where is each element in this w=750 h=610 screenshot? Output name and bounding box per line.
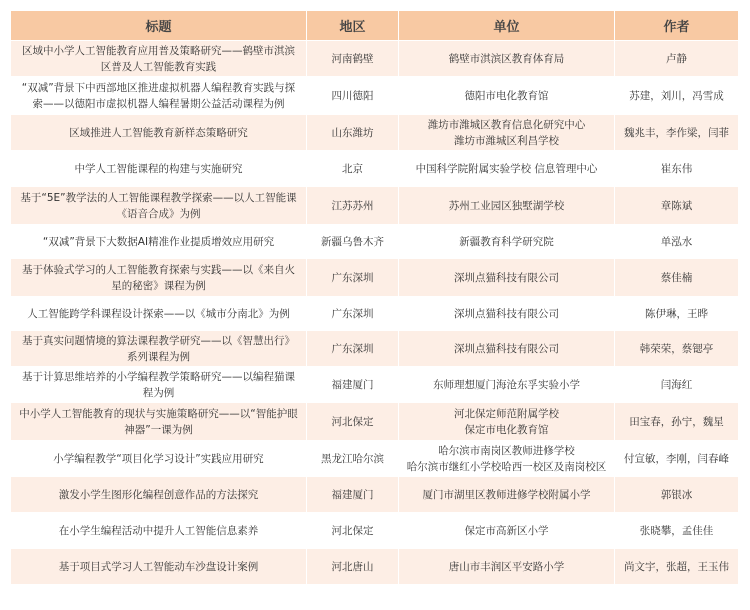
- paper-unit: [399, 331, 615, 367]
- table-row: [11, 297, 739, 331]
- table-body: [11, 41, 739, 585]
- unit-line: 深圳点猫科技有限公司: [454, 307, 559, 320]
- unit-line: 新疆教育科学研究院: [459, 235, 554, 248]
- paper-title: “双减”背景下大数据AI精准作业提质增效应用研究: [11, 225, 307, 259]
- unit-line: 潍坊市潍城区利昌学校: [454, 134, 559, 147]
- header-author: 作者: [615, 11, 739, 41]
- paper-region: 河北保定: [307, 513, 399, 549]
- paper-title: 区域中小学人工智能教育应用普及策略研究——鹤壁市淇滨区普及人工智能教育实践: [11, 41, 307, 77]
- paper-unit: [399, 77, 615, 115]
- paper-author: 崔东伟: [615, 151, 739, 187]
- paper-title: 在小学生编程活动中提升人工智能信息素养: [11, 513, 307, 549]
- paper-unit: [399, 151, 615, 187]
- paper-region: 河北保定: [307, 403, 399, 441]
- unit-line: 深圳点猫科技有限公司: [454, 271, 559, 284]
- paper-region: 北京: [307, 151, 399, 187]
- paper-author: 韩荣荣，蔡锶亭: [615, 331, 739, 367]
- table-row: [11, 259, 739, 297]
- paper-unit: [399, 403, 615, 441]
- paper-title: 基于计算思维培养的小学编程教学策略研究——以编程猫课程为例: [11, 367, 307, 403]
- paper-region: 新疆乌鲁木齐: [307, 225, 399, 259]
- paper-region: 山东潍坊: [307, 115, 399, 151]
- table-row: [11, 513, 739, 549]
- paper-unit: [399, 297, 615, 331]
- table-row: [11, 477, 739, 513]
- table-row: [11, 367, 739, 403]
- unit-line: 保定市电化教育馆: [464, 423, 549, 436]
- table-row: [11, 115, 739, 151]
- paper-unit: [399, 187, 615, 225]
- paper-region: 福建厦门: [307, 477, 399, 513]
- paper-unit: [399, 477, 615, 513]
- unit-line: 厦门市湖里区教师进修学校附属小学: [422, 488, 591, 501]
- unit-line: 东师理想厦门海沧东孚实验小学: [433, 378, 580, 391]
- unit-line: 德阳市电化教育馆: [464, 89, 549, 102]
- paper-title: 中小学人工智能教育的现状与实施策略研究——以“智能护眼神器”一课为例: [11, 403, 307, 441]
- table-row: [11, 403, 739, 441]
- paper-region: 黑龙江哈尔滨: [307, 441, 399, 477]
- unit-line: 哈尔滨市南岗区教师进修学校: [438, 444, 575, 457]
- table-row: [11, 549, 739, 585]
- paper-unit: [399, 259, 615, 297]
- unit-line: 深圳点猫科技有限公司: [454, 342, 559, 355]
- paper-region: 河北唐山: [307, 549, 399, 585]
- paper-title: “双减”背景下中西部地区推进虚拟机器人编程教育实践与探索——以德阳市虚拟机器人编程暑期公益活动课程为例: [11, 77, 307, 115]
- paper-author: 付宣敏，李刚，闫春峰: [615, 441, 739, 477]
- paper-author: 蔡佳楠: [615, 259, 739, 297]
- paper-author: 田宝春，孙宁，魏星: [615, 403, 739, 441]
- paper-title: 基于“5E”教学法的人工智能课程教学探索——以人工智能课《语音合成》为例: [11, 187, 307, 225]
- paper-author: 单泓水: [615, 225, 739, 259]
- paper-region: 河南鹤壁: [307, 41, 399, 77]
- unit-line: 苏州工业园区独墅湖学校: [448, 199, 565, 212]
- paper-author: 闫海红: [615, 367, 739, 403]
- table-row: [11, 41, 739, 77]
- table-row: [11, 151, 739, 187]
- paper-author: 张晓攀，孟佳佳: [615, 513, 739, 549]
- unit-line: 保定市高新区小学: [464, 524, 549, 537]
- paper-region: 广东深圳: [307, 297, 399, 331]
- unit-line: 中国科学院附属实验学校 信息管理中心: [415, 162, 598, 175]
- table-header-row: [11, 11, 739, 41]
- paper-unit: [399, 549, 615, 585]
- paper-author: 郭银冰: [615, 477, 739, 513]
- paper-title: 中学人工智能课程的构建与实施研究: [11, 151, 307, 187]
- paper-title: 激发小学生图形化编程创意作品的方法探究: [11, 477, 307, 513]
- paper-title: 基于体验式学习的人工智能教育探索与实践——以《来自火星的秘密》课程为例: [11, 259, 307, 297]
- papers-table: [10, 10, 739, 585]
- paper-author: 魏兆丰，李作梁，闫菲: [615, 115, 739, 151]
- paper-title: 区域推进人工智能教育新样态策略研究: [11, 115, 307, 151]
- paper-unit: [399, 225, 615, 259]
- unit-line: 哈尔滨市继红小学校哈西一校区及南岗校区: [406, 460, 607, 473]
- unit-line: 潍坊市潍城区教育信息化研究中心: [427, 118, 586, 131]
- paper-region: 福建厦门: [307, 367, 399, 403]
- header-unit: 单位: [399, 11, 615, 41]
- paper-unit: [399, 367, 615, 403]
- unit-line: 唐山市丰润区平安路小学: [448, 560, 565, 573]
- paper-author: 卢静: [615, 41, 739, 77]
- paper-unit: [399, 513, 615, 549]
- table-row: [11, 77, 739, 115]
- paper-title: 人工智能跨学科课程设计探索——以《城市分南北》为例: [11, 297, 307, 331]
- unit-line: 河北保定师范附属学校: [454, 407, 559, 420]
- paper-author: 苏建，刘川，冯雪成: [615, 77, 739, 115]
- paper-region: 四川德阳: [307, 77, 399, 115]
- paper-title: 基于真实问题情境的算法课程教学研究——以《智慧出行》系列课程为例: [11, 331, 307, 367]
- paper-unit: [399, 115, 615, 151]
- paper-unit: [399, 441, 615, 477]
- paper-unit: [399, 41, 615, 77]
- paper-region: 江苏苏州: [307, 187, 399, 225]
- paper-title: 小学编程教学“项目化学习设计”实践应用研究: [11, 441, 307, 477]
- table-row: [11, 331, 739, 367]
- paper-table-container: [10, 10, 738, 585]
- header-title: 标题: [11, 11, 307, 41]
- unit-line: 鹤壁市淇滨区教育体育局: [448, 52, 565, 65]
- paper-region: 广东深圳: [307, 331, 399, 367]
- table-row: [11, 187, 739, 225]
- paper-title: 基于项目式学习人工智能动车沙盘设计案例: [11, 549, 307, 585]
- paper-region: 广东深圳: [307, 259, 399, 297]
- table-row: [11, 441, 739, 477]
- table-row: [11, 225, 739, 259]
- paper-author: 尚文宇，张超，王玉伟: [615, 549, 739, 585]
- paper-author: 陈伊琳，王晔: [615, 297, 739, 331]
- header-region: 地区: [307, 11, 399, 41]
- paper-author: 章陈斌: [615, 187, 739, 225]
